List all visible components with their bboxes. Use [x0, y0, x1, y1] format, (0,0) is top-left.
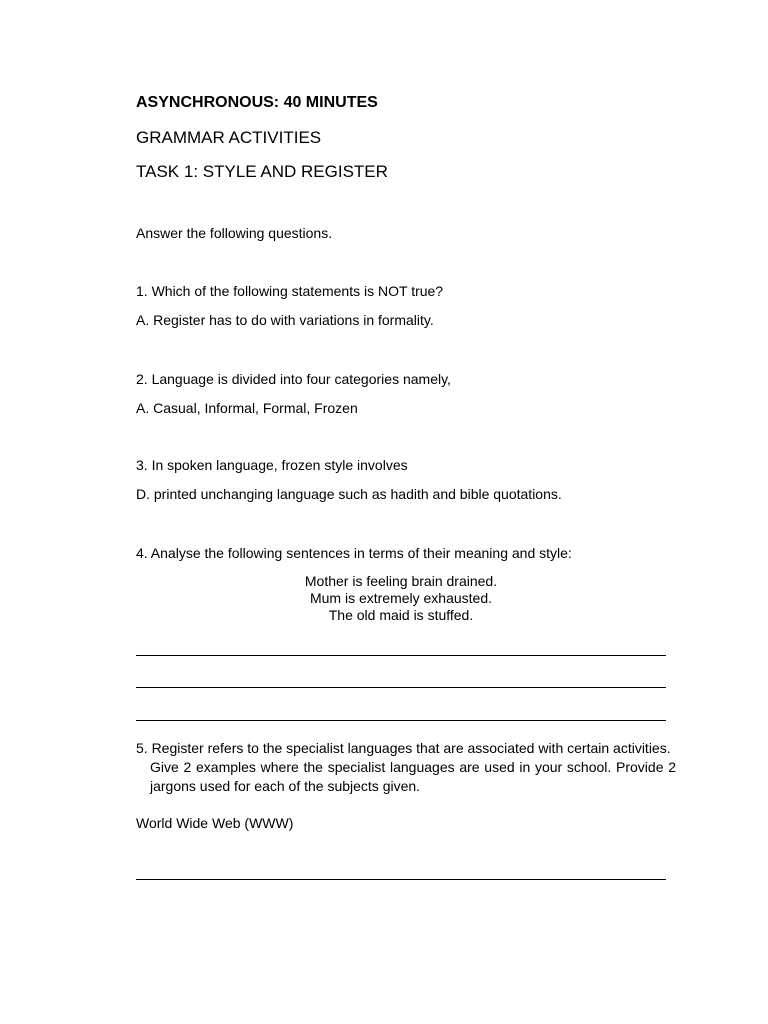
question-3: 3. In spoken language, frozen style involves	[136, 457, 408, 473]
question-4: 4. Analyse the following sentences in terms of their meaning and style:	[136, 545, 572, 561]
answer-line-1[interactable]	[136, 655, 666, 656]
instructions-text: Answer the following questions.	[136, 225, 333, 241]
answer-line-2[interactable]	[136, 687, 666, 688]
question-5-continuation: Give 2 examples where the specialist languages are used in your school. Provide 2 jargons used for each of the subjects given.	[150, 759, 676, 794]
answer-3: D. printed unchanging language such as hadith and bible quotations.	[136, 486, 562, 502]
answer-line-3[interactable]	[136, 720, 666, 721]
question-5	[136, 739, 676, 796]
task-heading: TASK 1: STYLE AND REGISTER	[136, 162, 388, 181]
answer-1: A. Register has to do with variations in formality.	[136, 312, 434, 328]
example-sentences	[136, 573, 666, 624]
question-2: 2. Language is divided into four categories namely,	[136, 371, 451, 387]
question-5-first-line: 5. Register refers to the specialist languages that are associated with certain activities.	[136, 740, 671, 756]
section-subtitle: GRAMMAR ACTIVITIES	[136, 128, 322, 147]
sentence-3: The old maid is stuffed.	[328, 607, 474, 623]
answer-line-4[interactable]	[136, 879, 666, 880]
answer-2: A. Casual, Informal, Formal, Frozen	[136, 400, 358, 416]
page-title: ASYNCHRONOUS: 40 MINUTES	[136, 94, 378, 111]
sentence-2: Mum is extremely exhausted.	[309, 590, 493, 606]
example-subject: World Wide Web (WWW)	[136, 815, 294, 831]
question-1: 1. Which of the following statements is NOT true?	[136, 283, 444, 299]
sentence-1: Mother is feeling brain drained.	[304, 573, 498, 589]
